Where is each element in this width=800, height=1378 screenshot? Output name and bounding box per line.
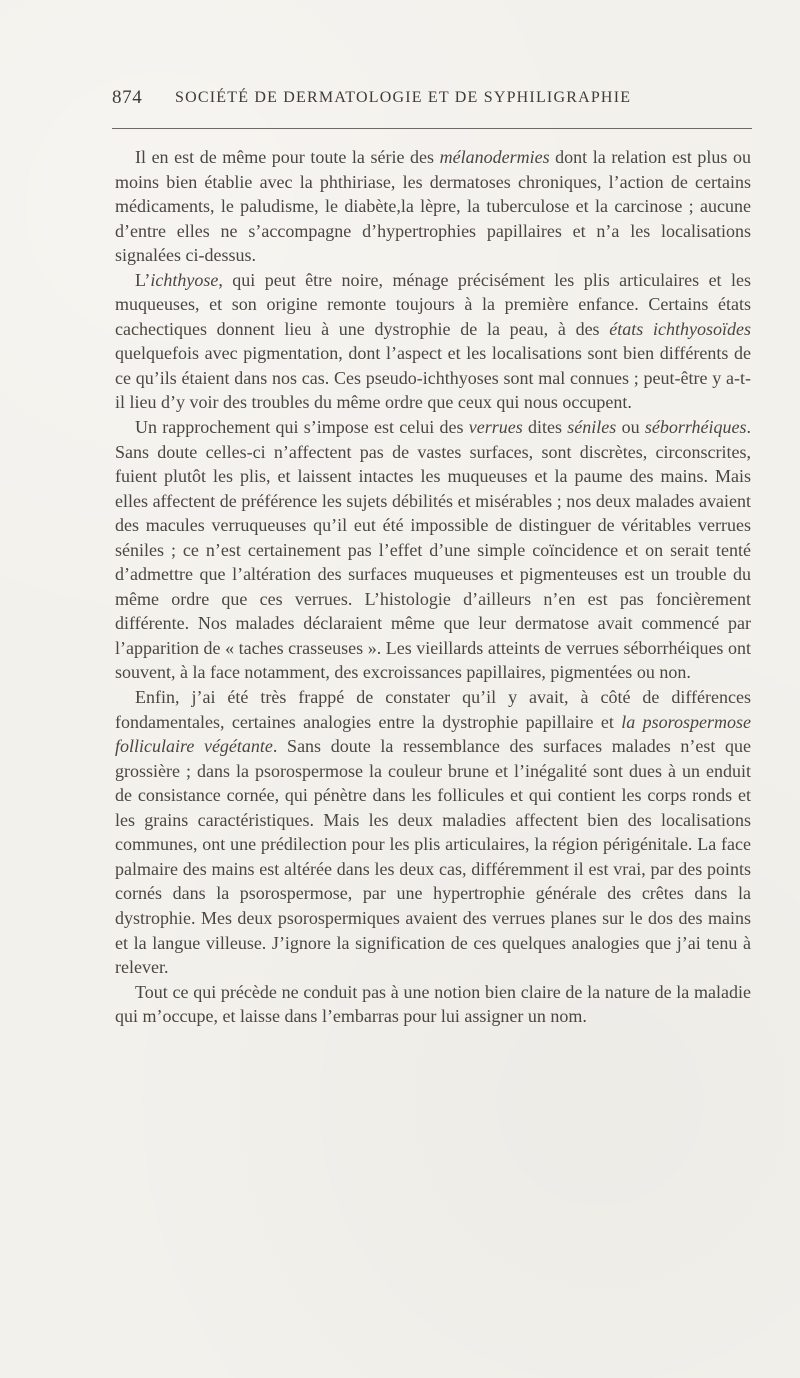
page-number: 874 [112, 87, 143, 108]
text-segment: Enfin, j’ai été très frappé de constater qu’il y avait, à côté de différences fondamentales, certaines analogies entre la dystrophie papillaire et [115, 687, 751, 732]
italic-term-ichthyose: ichthyose [150, 269, 219, 290]
text-segment: Tout ce qui précède ne conduit pas à une notion bien claire de la nature de la maladie qui m’occupe, et laisse dans l’embarras pour lui assigner un nom. [115, 981, 751, 1027]
italic-term-verrues: verrues [468, 417, 523, 438]
italic-term-seniles: séniles [567, 417, 617, 438]
text-segment: ou [616, 417, 645, 438]
paragraph-verrues [115, 415, 751, 685]
body-text [115, 145, 751, 1029]
italic-term-melanodermies: mélanodermies [439, 147, 550, 167]
text-segment: dont la relation est plus ou moins bien établie avec la phthiriase, les dermatoses chroniques, l’action de certains médicaments, le paludisme, le diabète,la lèpre, la tuberculose et la carcinose ; aucune d’entre elles ne s’accompagne d’hypertrophies papillaires et n’a les localisations signalées ci-dessus. [115, 147, 752, 266]
italic-term-psorospermose: la psorospermose folliculaire végétante [115, 711, 751, 757]
header-rule [112, 128, 752, 129]
paragraph-ichthyose [115, 268, 751, 415]
paragraph-psorospermose [115, 685, 751, 980]
paragraph-melanodermies [115, 145, 751, 268]
page-header [112, 87, 752, 115]
paragraph-conclusion [115, 980, 751, 1029]
text-segment: , qui peut être noire, ménage précisément les plis articulaires et les muqueuses, et son origine remonte toujours à la première enfance. Certains états cachectiques donnent lieu à une dystrophie de la peau, à des [115, 269, 751, 339]
italic-term-etats-ichthyosoides: états ichthyosoïdes [609, 318, 751, 339]
text-segment: dites [522, 417, 568, 438]
text-segment: . Sans doute la ressemblance des surfaces malades n’est que grossière ; dans la psorospermose la couleur brune et l’inégalité sont dues à un enduit de consistance cornée, qui pénètre dans les follicules et qui contient les corps ronds et les grains caractéristiques. Mais les deux maladies affectent bien des localisations communes, ont une prédilection pour les plis articulaires, la région périgénitale. La face palmaire des mains est altérée dans les deux cas, différemment il est vrai, par des points cornés dans la psorospermose, par une hypertrophie générale des crêtes dans la dystrophie. Mes deux psorospermiques avaient des verrues planes sur le dos des mains et la langue villeuse. J’ignore la signification de ces quelques analogies que j’ai tenu à relever. [115, 736, 751, 978]
text-segment: quelquefois avec pigmentation, dont l’aspect et les localisations sont bien différents de ce qu’ils étaient dans nos cas. Ces pseudo-ichthyoses sont mal connues ; peut-être y a-t-il lieu d’y voir des troubles du même ordre que ceux qui nous occupent. [115, 343, 751, 413]
text-segment: L’ [135, 269, 151, 290]
running-title: SOCIÉTÉ DE DERMATOLOGIE ET DE SYPHILIGRAPHIE [175, 89, 632, 106]
text-segment: . Sans doute celles-ci n’affectent pas de vastes surfaces, sont discrètes, circonscrites, fuient plutôt les plis, et laissent intactes les muqueuses et la paume des mains. Mais elles affectent de préférence les sujets débilités et misérables ; nos deux malades avaient des macules verruqueuses qu’il eut été impossible de distinguer de véritables verrues séniles ; ce n’est certainement pas l’effet d’une simple coïncidence et on serait tenté d’admettre que l’altération des surfaces muqueuses et pigmenteuses est un trouble du même ordre que ces verrues. L’histologie d’ailleurs n’en est pas foncièrement différente. Nos malades déclaraient même que leur dermatose avait commencé par l’apparition de « taches crasseuses ». Les vieillards atteints de verrues séborrhéiques ont souvent, à la face notamment, des excroissances papillaires, pigmentées ou non. [115, 417, 751, 683]
text-segment: Un rapprochement qui s’impose est celui des [135, 417, 469, 438]
italic-term-seborrheiques: séborrhéiques [644, 417, 747, 438]
text-segment: Il en est de même pour toute la série des [135, 147, 440, 167]
